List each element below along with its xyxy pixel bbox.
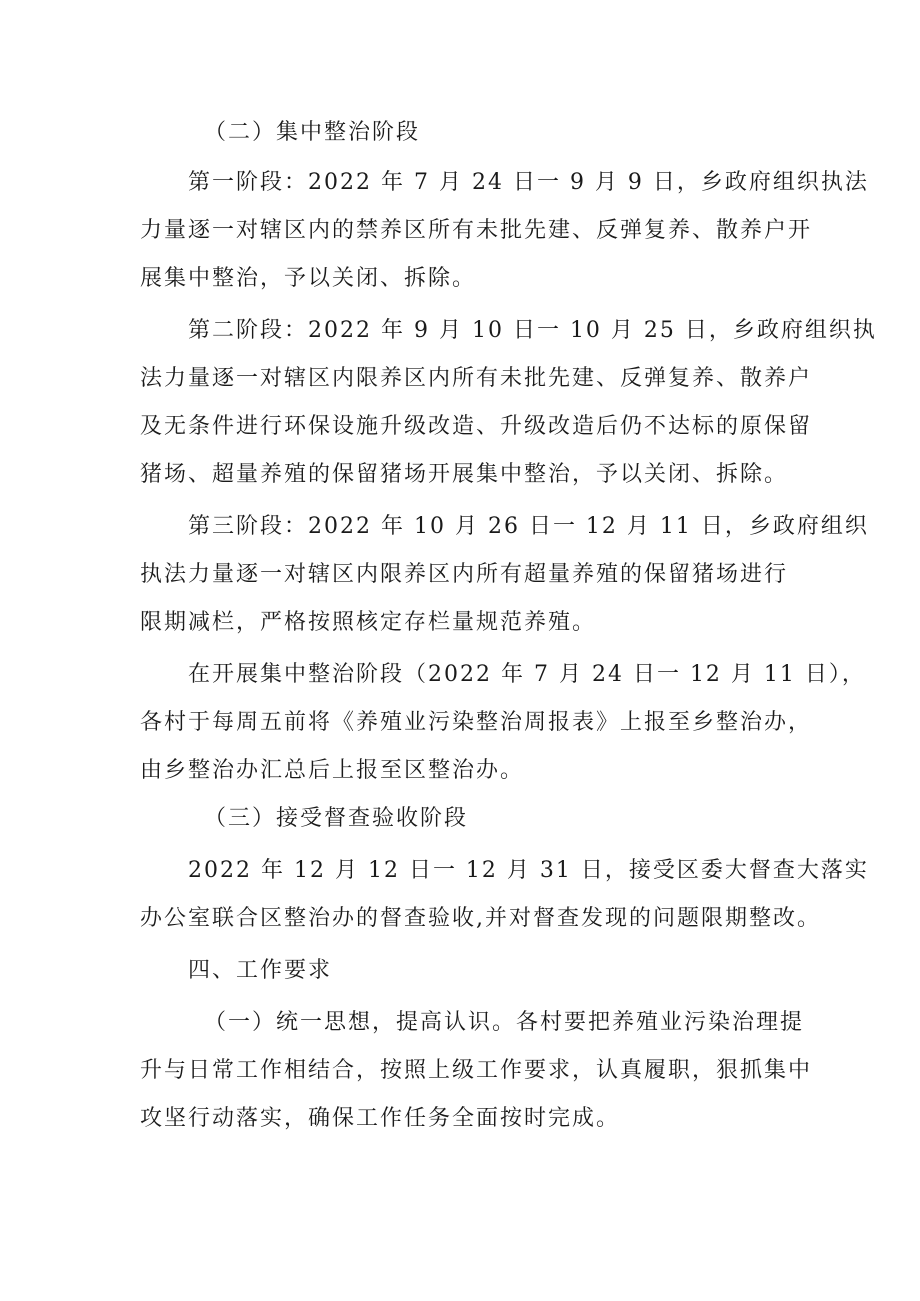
paragraph-line: 在开展集中整治阶段（2022 年 7 月 24 日一 12 月 11 日）， [188,662,866,687]
paragraph-line: 第二阶段：2022 年 9 月 10 日一 10 月 25 日，乡政府组织执 [188,318,877,343]
paragraph-line: 由乡整治办汇总后上报至区整治办。 [140,758,525,783]
section-heading-3: （三）接受督查验收阶段 [204,806,469,831]
paragraph-line: 猪场、超量养殖的保留猪场开展集中整治，予以关闭、拆除。 [140,462,789,487]
paragraph-line: 第三阶段：2022 年 10 月 26 日一 12 月 11 日，乡政府组织 [188,514,869,539]
paragraph-line: 各村于每周五前将《养殖业污染整治周报表》上报至乡整治办， [140,710,813,735]
paragraph-line: 执法力量逐一对辖区内限养区内所有超量养殖的保留猪场进行 [140,562,789,587]
section-heading-4: 四、工作要求 [188,958,333,983]
paragraph-line: 攻坚行动落实，确保工作任务全面按时完成。 [140,1106,621,1131]
paragraph-line: 及无条件进行环保设施升级改造、升级改造后仍不达标的原保留 [140,414,813,439]
paragraph-line: 限期减栏，严格按照核定存栏量规范养殖。 [140,610,597,635]
paragraph-line: 力量逐一对辖区内的禁养区所有未批先建、反弹复养、散养户开 [140,218,813,243]
paragraph-line: 办公室联合区整治办的督查验收,并对督查发现的问题限期整改。 [140,906,821,931]
section-heading-2: （二）集中整治阶段 [204,120,421,145]
paragraph-line: 展集中整治，予以关闭、拆除。 [140,266,477,291]
paragraph-line: 2022 年 12 月 12 日一 12 月 31 日，接受区委大督查大落实 [188,858,869,883]
paragraph-line: 第一阶段：2022 年 7 月 24 日一 9 月 9 日，乡政府组织执法 [188,170,869,195]
paragraph-line: 升与日常工作相结合，按照上级工作要求，认真履职，狠抓集中 [140,1058,813,1083]
paragraph-line: （一）统一思想，提高认识。各村要把养殖业污染治理提 [204,1010,805,1035]
paragraph-line: 法力量逐一对辖区内限养区内所有未批先建、反弹复养、散养户 [140,366,813,391]
